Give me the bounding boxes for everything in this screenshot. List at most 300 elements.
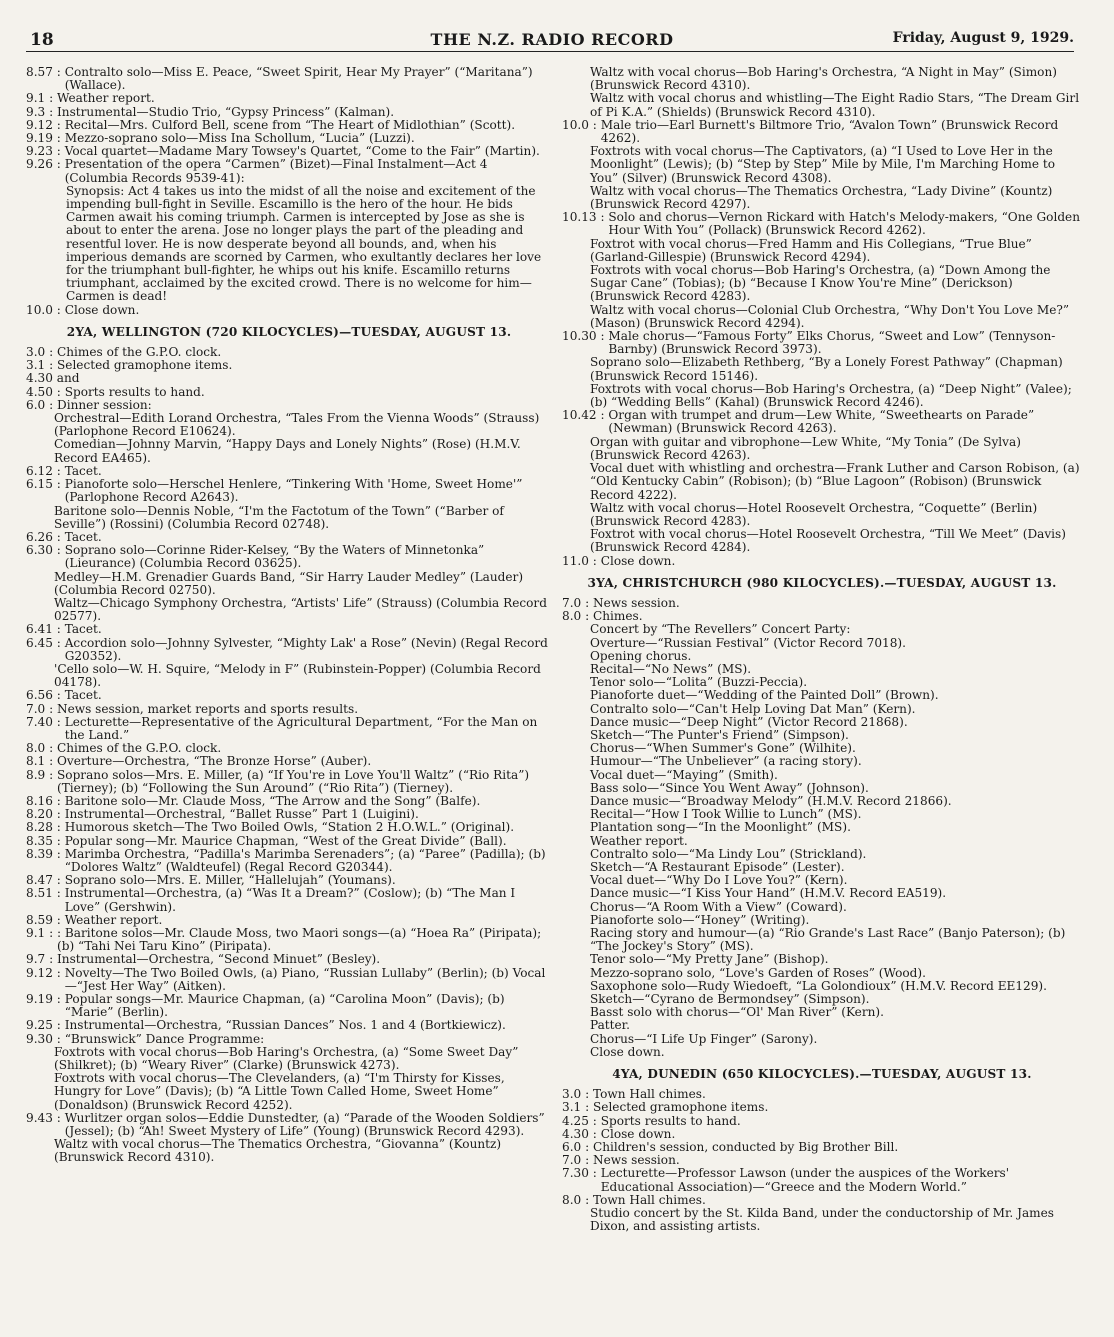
entry-text: Sports results to hand. [64, 384, 205, 399]
entry-text: Dance music—“Broadway Melody” (H.M.V. Record 21866). [590, 793, 952, 808]
entry-text: Lecturette—Professor Lawson (under the auspices of the Workers' Educational Association)—“Greece and the Modern World.” [600, 1166, 1010, 1194]
programme-entry [562, 409, 1082, 435]
entry-time: 6.0 [562, 1140, 582, 1155]
entry-text: Novelty—The Two Boiled Owls, (a) Piano, “Russian Lullaby” (Berlin); (b) Vocal—“Jest Her Way” (Aitken). [64, 965, 546, 993]
station-heading: 2YA, WELLINGTON (720 KILOCYCLES)—TUESDAY, AUGUST 13. [66, 324, 512, 339]
entry-time: 8.35 [26, 833, 53, 848]
time-separator: : [588, 117, 601, 132]
programme-entry [26, 703, 552, 716]
programme-entry [562, 835, 1082, 848]
entry-text: Tacet. [64, 622, 102, 637]
entry-text [80, 372, 552, 385]
entry-text: Sports results to hand. [600, 1113, 741, 1128]
entry-time: 7.40 [26, 714, 53, 729]
entry-text: Foxtrot with vocal chorus—Hotel Roosevelt Orchestra, “Till We Meet” (Davis) (Brunswick Record 4284). [590, 527, 1066, 555]
entry-text: Foxtrots with vocal chorus—Bob Haring's Orchestra, (a) “Some Sweet Day” (Shilkret); (b) “Weary River” (Clarke) (Brunswick 4273). [54, 1044, 519, 1073]
programme-entry [562, 145, 1082, 185]
programme-entry [562, 623, 1082, 636]
entry-time: 10.0 [26, 302, 53, 317]
time-separator: : [45, 91, 57, 106]
entry-time: 9.1 [26, 926, 46, 940]
entry-text: Tenor solo—“Lolita” (Buzzi-Peccia). [590, 675, 808, 690]
time-separator: : [45, 754, 57, 769]
entry-text: Basst solo with chorus—“Ol' Man River” (Kern). [590, 1005, 884, 1020]
entry-text: Close down. [590, 1044, 665, 1059]
programme-entry [562, 1019, 1082, 1032]
entry-time: 6.41 [26, 622, 53, 637]
entry-text: Recital—Mrs. Culford Bell, scene from “The Heart of Midlothian” (Scott). [64, 117, 516, 132]
programme-entry [562, 637, 1082, 650]
entry-text: Presentation of the opera “Carmen” (Bizet)—Final Instalment—Act 4 (Columbia Records 9539-41): [64, 157, 488, 185]
entry-text: Instrumental—Orchestra, “Russian Dances” Nos. 1 and 4 (Bortkiewicz). [64, 1018, 506, 1033]
entry-time: 9.7 [26, 952, 46, 967]
programme-entry [26, 1112, 552, 1138]
programme-entry [562, 383, 1082, 409]
programme-entry [26, 663, 552, 689]
entry-text: Studio concert by the St. Kilda Band, under the conductorship of Mr. James Dixon, and assisting artists. [590, 1206, 1054, 1234]
time-separator: : [52, 543, 65, 558]
programme-entry [562, 703, 1082, 716]
entry-text: Chimes of the G.P.O. clock. [57, 345, 222, 360]
entry-text: Chorus—“I Life Up Finger” (Sarony). [590, 1031, 818, 1046]
entry-text: Popular song—Mr. Maurice Chapman, “West of the Great Divide” (Ball). [64, 833, 507, 848]
programme-entry [562, 689, 1082, 702]
masthead-title: THE N.Z. RADIO RECORD [430, 30, 674, 49]
programme-entry [562, 927, 1082, 953]
entry-text: Patter. [590, 1018, 630, 1033]
entry-text: Mezzo-soprano solo, “Love's Garden of Roses” (Wood). [590, 965, 926, 980]
entry-text: Saxophone solo—Rudy Wiedoeft, “La Golondioux” (H.M.V. Record EE129). [590, 978, 1047, 993]
entry-text: Waltz with vocal chorus—Hotel Roosevelt Orchestra, “Coquette” (Berlin) (Brunswick Record 4283). [590, 500, 1038, 528]
time-separator: : [588, 1166, 601, 1181]
entry-text: Foxtrots with vocal chorus—The Clevelanders, (a) “I'm Thirsty for Kisses, Hungry for Love” (Davis); (b) “A Little Town Called Home, Sweet Home” (Donaldson) (Brunswick Record 4252). [54, 1071, 505, 1112]
entry-text: : Baritone solos—Mr. Claude Moss, two Maori songs—(a) “Hoea Ra” (Piripata); (b) “Tahi Nei Taru Kino” (Piripata). [57, 926, 542, 954]
time-separator: : [52, 1031, 65, 1046]
programme-entry [26, 848, 552, 874]
time-separator: : [52, 131, 65, 146]
programme-entry [26, 1033, 552, 1046]
entry-time: 9.30 [26, 1031, 53, 1046]
time-separator: : [52, 992, 65, 1007]
programme-entry [562, 1046, 1082, 1059]
entry-text: Vocal duet—“Why Do I Love You?” (Kern). [590, 873, 848, 888]
programme-entry [562, 1207, 1082, 1233]
time-separator: : [45, 701, 57, 716]
programme-entry [562, 436, 1082, 462]
time-separator: : [52, 144, 65, 159]
time-separator: : [45, 104, 57, 119]
time-separator: : [45, 345, 57, 360]
entry-time: 8.59 [26, 912, 53, 927]
entry-text: News session. [593, 595, 680, 610]
programme-entry [26, 689, 552, 702]
programme-entry [562, 528, 1082, 554]
time-separator: : [581, 1100, 593, 1115]
entry-time: 8.16 [26, 793, 53, 808]
entry-text: Instrumental—Orchestral, “Ballet Russe” Part 1 (Luigini). [64, 807, 419, 822]
time-separator: : [52, 846, 65, 861]
time-separator: : [52, 714, 65, 729]
entry-time: 9.23 [26, 144, 53, 159]
programme-entry [562, 238, 1082, 264]
programme-entry [26, 478, 552, 504]
entry-time: 8.47 [26, 873, 53, 888]
time-separator: : [52, 384, 65, 399]
time-separator: : [52, 65, 65, 79]
entry-time: 7.0 [562, 595, 582, 610]
programme-entry [26, 359, 552, 372]
time-separator: : [581, 595, 593, 610]
programme-entry [26, 386, 552, 399]
entry-text: Dance music—“I Kiss Your Hand” (H.M.V. Record EA519). [590, 886, 947, 901]
entry-time: 8.9 [26, 767, 46, 782]
time-separator: : [45, 397, 57, 412]
programme-entry [562, 821, 1082, 834]
entry-text: Soprano solo—Mrs. E. Miller, “Hallelujah” (Youmans). [64, 873, 396, 888]
entry-time: 3.0 [26, 345, 46, 360]
entry-time: 7.0 [26, 701, 46, 716]
entry-text: Bass solo—“Since You Went Away” (Johnson). [590, 780, 869, 795]
time-separator: : [52, 688, 65, 703]
programme-entry [562, 953, 1082, 966]
time-separator: : [45, 926, 57, 940]
entry-text: Instrumental—Orchestra, “Second Minuet” (Besley). [57, 952, 381, 967]
programme-entry [562, 1115, 1082, 1128]
time-separator: : [596, 408, 609, 423]
programme-entry [562, 92, 1082, 118]
entry-time: 4.30 [562, 1126, 589, 1141]
entry-time: 8.0 [562, 609, 582, 624]
entry-text: Mezzo-soprano solo—Miss Ina Schollum, “Lucia” (Luzzi). [64, 131, 415, 146]
programme-entry [26, 993, 552, 1019]
entry-time: 3.1 [26, 358, 46, 373]
entry-time: 4.30 and [26, 371, 80, 386]
time-separator: : [581, 609, 593, 624]
time-separator: : [52, 912, 65, 927]
programme-entry [26, 716, 552, 742]
programme-entry [26, 158, 552, 184]
entry-text: Recital—“No News” (MS). [590, 661, 752, 676]
entry-time: 10.13 [562, 210, 597, 225]
entry-text: Contralto solo—“Can't Help Loving Dat Man” (Kern). [590, 701, 916, 716]
programme-entry [26, 835, 552, 848]
entry-text: Accordion solo—Johnny Sylvester, “Mighty Lak' a Rose” (Nevin) (Regal Record G20352). [64, 635, 548, 663]
entry-time: 6.0 [26, 397, 46, 412]
programme-entry [26, 106, 552, 119]
entry-text: Soprano solos—Mrs. E. Miller, (a) “If You're in Love You'll Waltz” (“Rio Rita”) (Tierney); (b) “Following the Sun Around” (“Rio Rita”) (Tierney). [57, 767, 530, 795]
time-separator: : [581, 1087, 593, 1102]
time-separator: : [588, 1113, 601, 1128]
entry-text: Foxtrots with vocal chorus—Bob Haring's Orchestra, (a) “Down Among the Sugar Cane” (Tobias); (b) “Because I Know You're Mine” (Derickson) (Brunswick Record 4283). [590, 263, 1051, 304]
programme-entry [562, 211, 1082, 237]
header-rule [26, 51, 1074, 52]
entry-text: Children's session, conducted by Big Brother Bill. [593, 1140, 899, 1155]
programme-entry [562, 901, 1082, 914]
entry-text: Racing story and humour—(a) “Rio Grande's Last Race” (Banjo Paterson); (b) “The Jockey's Story” (MS). [590, 926, 1066, 954]
entry-time: 8.51 [26, 886, 53, 901]
time-separator: : [581, 1192, 593, 1207]
entry-text: Recital—“How I Took Willie to Lunch” (MS). [590, 807, 862, 822]
time-separator: : [52, 157, 65, 172]
entry-text: Waltz with vocal chorus and whistling—The Eight Radio Stars, “The Dream Girl of Pi K.A.” (Shields) (Brunswick Record 4310). [590, 91, 1080, 119]
entry-text: Dance music—“Deep Night” (Victor Record 21868). [590, 714, 908, 729]
entry-text: Baritone solo—Mr. Claude Moss, “The Arrow and the Song” (Balfe). [64, 793, 481, 808]
left-column [26, 66, 552, 1165]
programme-entry [26, 304, 552, 317]
time-separator: : [596, 210, 609, 225]
entry-text: Sketch—“A Restaurant Episode” (Lester). [590, 859, 845, 874]
entry-time: 8.57 [26, 65, 53, 79]
time-separator: : [52, 117, 65, 132]
entry-text: “Brunswick” Dance Programme: [64, 1031, 265, 1046]
time-separator: : [52, 807, 65, 822]
programme-entry [26, 571, 552, 597]
programme-entry [562, 782, 1082, 795]
programme-entry [26, 887, 552, 913]
entry-text: Organ with trumpet and drum—Lew White, “Sweethearts on Parade” (Newman) (Brunswick Record 4263). [608, 408, 1035, 436]
programme-entry [562, 1033, 1082, 1046]
time-separator: : [45, 741, 57, 756]
entry-time: 10.42 [562, 408, 597, 423]
entry-text: Marimba Orchestra, “Padilla's Marimba Serenaders”; (a) “Paree” (Padilla); (b) “Dolores Waltz” (Waldteufel) (Regal Record G20344). [64, 846, 546, 874]
entry-time: 6.45 [26, 635, 53, 650]
programme-entry [26, 623, 552, 636]
programme-entry [26, 927, 552, 953]
programme-entry [562, 769, 1082, 782]
time-separator: : [588, 553, 601, 568]
entry-time: 10.0 [562, 117, 589, 132]
entry-text: Medley—H.M. Grenadier Guards Band, “Sir Harry Lauder Medley” (Lauder) (Columbia Record 02750). [54, 569, 524, 597]
entry-time: 10.30 [562, 329, 597, 344]
entry-text: Waltz with vocal chorus—Bob Haring's Orchestra, “A Night in May” (Simon) (Brunswick Record 4310). [590, 65, 1057, 93]
entry-time: 9.43 [26, 1110, 53, 1125]
entry-text: Lecturette—Representative of the Agricultural Department, “For the Man on the Land.” [64, 714, 538, 742]
programme-entry [26, 755, 552, 768]
entry-text: Comedian—Johnny Marvin, “Happy Days and Lonely Nights” (Rose) (H.M.V. Record EA465). [54, 437, 521, 465]
entry-text: Foxtrots with vocal chorus—The Captivators, (a) “I Used to Love Her in the Moonlight” (Lewis); (b) “Step by Step” Mile by Mile, I'm Marching Home to You” (Silver) (Brunswick Record 4308). [590, 144, 1055, 185]
entry-time: 6.56 [26, 688, 53, 703]
station-heading: 3YA, CHRISTCHURCH (980 KILOCYCLES).—TUESDAY, AUGUST 13. [587, 575, 1057, 590]
programme-entry [26, 1072, 552, 1112]
entry-time: 11.0 [562, 553, 589, 568]
entry-time: 8.28 [26, 820, 53, 835]
programme-entry [26, 1046, 552, 1072]
entry-text: Chorus—“When Summer's Gone” (Wilhite). [590, 741, 856, 756]
entry-text: Wurlitzer organ solos—Eddie Dunstedter, (a) “Parade of the Wooden Soldiers” (Jessel); (b) “Ah! Sweet Mystery of Life” (Young) (Brunswick Record 4293). [64, 1110, 545, 1139]
programme-entry [562, 502, 1082, 528]
time-separator: : [581, 1153, 593, 1168]
programme-entry [562, 330, 1082, 356]
entry-time: 9.25 [26, 1018, 53, 1033]
entry-time: 8.39 [26, 846, 53, 861]
entry-text: Sketch—“The Punter's Friend” (Simpson). [590, 727, 849, 742]
entry-time: 8.20 [26, 807, 53, 822]
time-separator: : [52, 886, 65, 901]
entry-time: 6.15 [26, 477, 53, 492]
entry-time: 9.19 [26, 131, 53, 146]
entry-time: 9.1 [26, 91, 46, 106]
time-separator: : [52, 477, 65, 492]
entry-text: Weather report. [64, 912, 163, 927]
entry-text: Tacet. [64, 463, 102, 478]
programme-entry [562, 66, 1082, 92]
time-separator: : [45, 952, 57, 967]
programme-entry [562, 716, 1082, 729]
entry-time: 9.12 [26, 965, 53, 980]
entry-text: Weather report. [590, 833, 688, 848]
entry-text: Close down. [600, 1126, 676, 1141]
programme-entry [26, 92, 552, 105]
entry-text: Selected gramophone items. [57, 358, 233, 373]
programme-entry [562, 755, 1082, 768]
entry-text: News session, market reports and sports results. [57, 701, 359, 716]
entry-text: Concert by “The Revellers” Concert Party: [590, 622, 851, 637]
entry-text: Close down. [64, 302, 140, 317]
entry-text: Town Hall chimes. [593, 1192, 706, 1207]
entry-text: News session. [593, 1153, 680, 1168]
time-separator: : [588, 1126, 601, 1141]
entry-text: 'Cello solo—W. H. Squire, “Melody in F” (Rubinstein-Popper) (Columbia Record 04178). [54, 661, 541, 690]
time-separator: : [52, 463, 65, 478]
programme-entry [26, 412, 552, 438]
entry-text: Chimes of the G.P.O. clock. [57, 741, 222, 756]
time-separator: : [45, 767, 57, 782]
programme-entry [26, 967, 552, 993]
programme-entry [562, 650, 1082, 663]
entry-text: Baritone solo—Dennis Noble, “I'm the Factotum of the Town” (“Barber of Seville”) (Rossini) (Columbia Record 02748). [54, 503, 504, 531]
entry-text: Foxtrot with vocal chorus—Fred Hamm and His Collegians, “True Blue” (Garland-Gillespie) (Brunswick Record 4294). [590, 236, 1032, 264]
programme-entry [26, 953, 552, 966]
entry-text: Overture—“Russian Festival” (Victor Record 7018). [590, 635, 906, 650]
time-separator: : [45, 358, 57, 373]
programme-entry [562, 304, 1082, 330]
entry-text: Organ with guitar and vibrophone—Lew White, “My Tonia” (De Sylva) (Brunswick Record 4263). [590, 434, 1021, 462]
time-separator: : [52, 529, 65, 544]
programme-entry [26, 821, 552, 834]
entry-text: Town Hall chimes. [593, 1087, 706, 1102]
time-separator: : [52, 1110, 65, 1125]
programme-entry [26, 1138, 552, 1164]
entry-time: 7.30 [562, 1166, 589, 1181]
programme-entry [562, 264, 1082, 304]
entry-text: Chorus—“A Room With a View” (Coward). [590, 899, 847, 914]
time-separator: : [52, 1018, 65, 1033]
time-separator: : [596, 329, 609, 344]
entry-text: Orchestral—Edith Lorand Orchestra, “Tales From the Vienna Woods” (Strauss) (Parlophone Record E10624). [54, 411, 540, 439]
entry-text: Soprano solo—Corinne Rider-Kelsey, “By the Waters of Minnetonka” (Lieurance) (Columbia Record 03625). [64, 543, 485, 571]
entry-text: Close down. [600, 553, 676, 568]
entry-text: Overture—Orchestra, “The Bronze Horse” (Auber). [57, 754, 372, 769]
entry-text: Sketch—“Cyrano de Bermondsey” (Simpson). [590, 992, 870, 1007]
entry-time: 6.12 [26, 463, 53, 478]
entry-text: Synopsis: Act 4 takes us into the midst of all the noise and excitement of the impending bull-fight in Seville. Escamillo is the hero of the hour. He bids Carmen await his coming triumph. Carmen is intercepted by Jose as she is about to enter the arena. Jose no longer plays the part of the pleading and resentful lover. He is now desperate beyond all bounds, and, when his imperious demands are scorned by Carmen, who exultantly declares her love for the triumphant bull-fighter, he whips out his knife. Escamillo returns triumphant, acclaimed by the excited crowd. There is no welcome for him—Carmen is dead! [66, 183, 542, 304]
programme-entry [26, 185, 552, 304]
entry-time: 8.1 [26, 754, 46, 769]
entry-text: Pianoforte solo—Herschel Henlere, “Tinkering With 'Home, Sweet Home'” (Parlophone Record A2643). [64, 477, 523, 505]
issue-date: Friday, August 9, 1929. [892, 30, 1074, 46]
entry-text: Foxtrots with vocal chorus—Bob Haring's Orchestra, (a) “Deep Night” (Valee); (b) “Wedding Bells” (Kahal) (Brunswick Record 4246). [590, 381, 1072, 410]
programme-entry [562, 887, 1082, 900]
time-separator: : [52, 833, 65, 848]
entry-text: Dinner session: [57, 397, 152, 412]
time-separator: : [52, 793, 65, 808]
entry-time: 7.0 [562, 1153, 582, 1168]
entry-time: 6.26 [26, 529, 53, 544]
entry-time: 8.0 [26, 741, 46, 756]
entry-text: Vocal quartet—Madame Mary Towsey's Quartet, “Come to the Fair” (Martin). [64, 144, 540, 159]
programme-entry [26, 769, 552, 795]
entry-text: Opening chorus. [590, 648, 692, 663]
time-separator: : [52, 622, 65, 637]
time-separator: : [581, 1140, 593, 1155]
entry-text: Instrumental—Orchestra, (a) “Was It a Dream?” (Coslow); (b) “The Man I Love” (Gershwin). [64, 886, 516, 914]
programme-entry [26, 637, 552, 663]
entry-time: 9.12 [26, 117, 53, 132]
entry-text: Tacet. [64, 688, 102, 703]
entry-text: Waltz with vocal chorus—The Thematics Orchestra, “Giovanna” (Kountz) (Brunswick Record 4310). [54, 1137, 502, 1165]
entry-text: Humour—“The Unbeliever” (a racing story). [590, 754, 862, 769]
entry-text: Plantation song—“In the Moonlight” (MS). [590, 820, 851, 835]
programme-entry [562, 119, 1082, 145]
right-column [562, 66, 1082, 1233]
entry-text: Solo and chorus—Vernon Rickard with Hatch's Melody-makers, “One Golden Hour With You” (Pollack) (Brunswick Record 4262). [608, 210, 1081, 238]
entry-time: 9.3 [26, 104, 46, 119]
entry-time: 3.1 [562, 1100, 582, 1115]
entry-text: Weather report. [57, 91, 155, 106]
programme-entry [26, 1019, 552, 1032]
page-number: 18 [30, 30, 54, 50]
programme-entry [26, 505, 552, 531]
entry-text: Waltz with vocal chorus—Colonial Club Orchestra, “Why Don't You Love Me?” (Mason) (Brunswick Record 4294). [590, 302, 1070, 330]
entry-text: Selected gramophone items. [593, 1100, 769, 1115]
programme-entry [562, 848, 1082, 861]
entry-text: Male chorus—“Famous Forty” Elks Chorus, “Sweet and Low” (Tennyson-Barnby) (Brunswick Record 3973). [608, 329, 1056, 357]
entry-time: 4.50 [26, 384, 53, 399]
entry-text: Vocal duet with whistling and orchestra—Frank Luther and Carson Robison, (a) “Old Kentucky Cabin” (Robison); (b) “Blue Lagoon” (Robison) (Brunswick Record 4222). [590, 461, 1080, 502]
programme-entry [562, 1006, 1082, 1019]
entry-time: 6.30 [26, 543, 53, 558]
entry-text: Waltz with vocal chorus—The Thematics Orchestra, “Lady Divine” (Kountz) (Brunswick Record 4297). [590, 183, 1053, 212]
entry-text: Humorous sketch—The Two Boiled Owls, “Station 2 H.O.W.L.” (Original). [64, 820, 515, 835]
entry-text: Contralto solo—Miss E. Peace, “Sweet Spirit, Hear My Prayer” (“Maritana”) (Wallace). [64, 65, 533, 93]
entry-time: 8.0 [562, 1192, 582, 1207]
programme-entry [26, 372, 552, 385]
programme-entry [562, 462, 1082, 502]
entry-text: Instrumental—Studio Trio, “Gypsy Princess” (Kalman). [57, 104, 395, 119]
entry-text: Waltz—Chicago Symphony Orchestra, “Artists' Life” (Strauss) (Columbia Record 02577). [54, 595, 547, 624]
entry-time: 4.25 [562, 1113, 589, 1128]
station-heading: 4YA, DUNEDIN (650 KILOCYCLES).—TUESDAY, AUGUST 13. [612, 1067, 1032, 1082]
programme-entry [562, 356, 1082, 382]
time-separator: : [52, 820, 65, 835]
entry-text: Pianoforte duet—“Wedding of the Painted Doll” (Brown). [590, 688, 939, 703]
time-separator: : [52, 302, 65, 317]
entry-text: Male trio—Earl Burnett's Biltmore Trio, “Avalon Town” (Brunswick Record 4262). [600, 117, 1059, 146]
programme-entry [26, 438, 552, 464]
entry-text: Popular songs—Mr. Maurice Chapman, (a) “Carolina Moon” (Davis); (b) “Marie” (Berlin). [64, 992, 505, 1020]
programme-entry [26, 544, 552, 570]
entry-text: Contralto solo—“Ma Lindy Lou” (Strickland). [590, 846, 867, 861]
programme-entry [26, 597, 552, 623]
entry-time: 3.0 [562, 1087, 582, 1102]
time-separator: : [52, 635, 65, 650]
entry-text: Tenor solo—“My Pretty Jane” (Bishop). [590, 952, 829, 967]
entry-text: Chimes. [593, 609, 643, 624]
entry-text: Soprano solo—Elizabeth Rethberg, “By a Lonely Forest Pathway” (Chapman) (Brunswick Record 15146). [590, 355, 1063, 383]
entry-text: Tacet. [64, 529, 102, 544]
programme-entry [26, 66, 552, 92]
programme-entry [562, 967, 1082, 980]
